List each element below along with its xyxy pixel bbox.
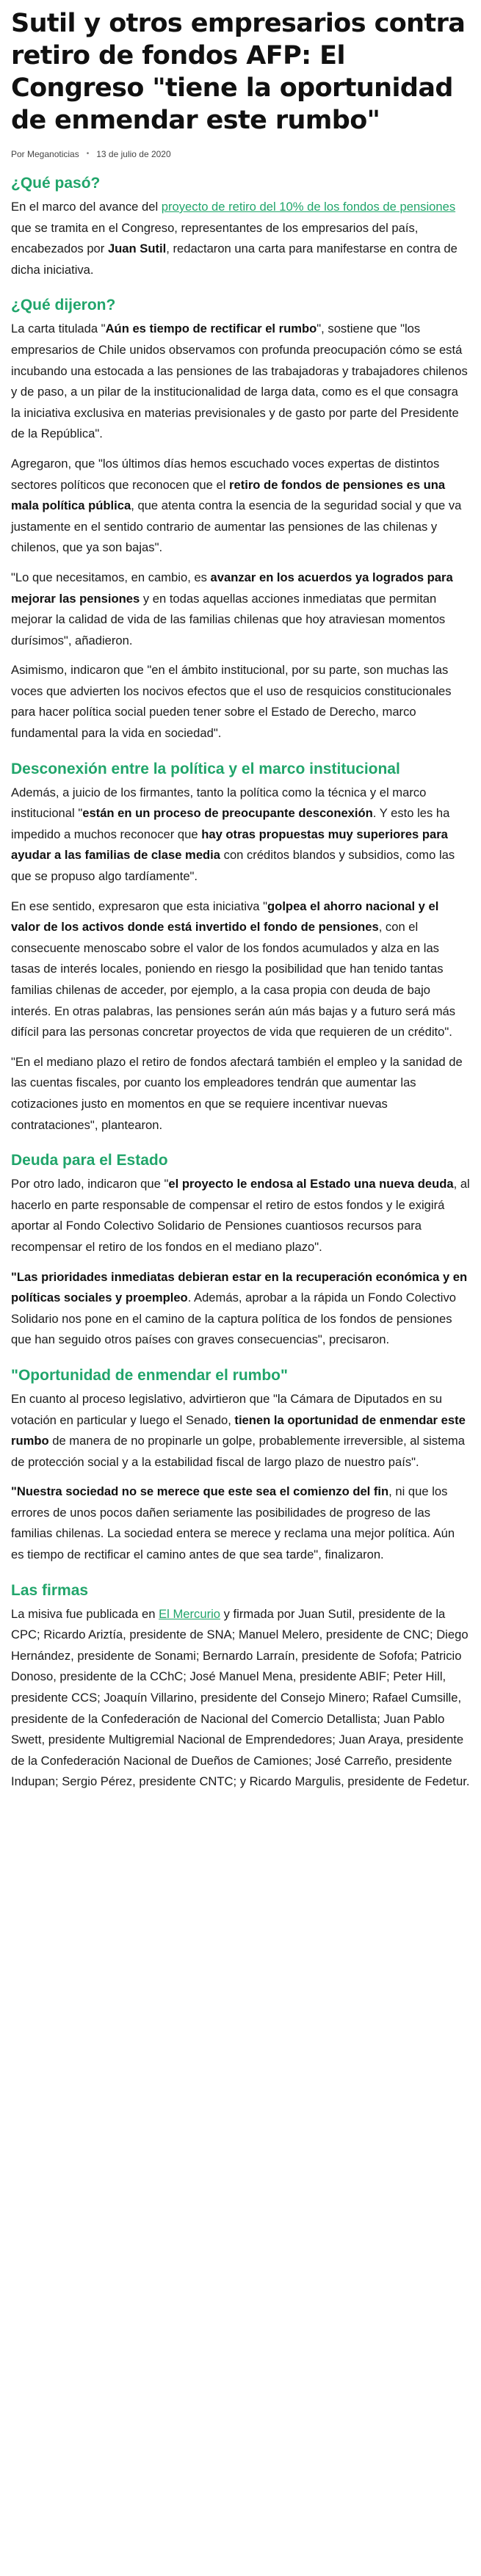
article-byline xyxy=(11,148,470,160)
paragraph: Además, a juicio de los firmantes, tanto la política como la técnica y el marco institucional "están en un proceso de preocupante desconexión. Y esto les ha impedido a muchos reconocer que hay otras propuestas muy superiores para ayudar a las familias de clase media con créditos blandos y subsidios, como las que se propuso algo tardíamente". xyxy=(11,785,455,884)
byline-author: Por Meganoticias xyxy=(11,149,79,159)
section-title-desconexion: Desconexión entre la política y el marco institucional xyxy=(11,760,400,777)
section-title-firmas: Las firmas xyxy=(11,1581,89,1599)
paragraph: En ese sentido, expresaron que esta iniciativa "golpea el ahorro nacional y el valor de los activos donde está invertido el fondo de pensiones, con el consecuente menoscabo sobre el valor de los fondos acumulados y alza en las tasas de interés locales, poniendo en riesgo la posibilidad que han tenido tantas familias chilenas de acceder, por ejemplo, a la casa propia con deuda de bajo interés. En otras palabras, las pensiones serán aún más bajas y a futuro será más difícil para las personas concretar proyectos de vida que requieren de un crédito". xyxy=(11,899,456,1040)
paragraph: Asimismo, indicaron que "en el ámbito institucional, por su parte, son muchas las voces que advierten los nocivos efectos que el uso de resquicios constitucionales para hacer política social pueden tener sobre el Estado de Derecho, marco fundamental para la vida en sociedad". xyxy=(11,663,452,741)
paragraph: La carta titulada "Aún es tiempo de rectificar el rumbo", sostiene que "los empresarios de Chile unidos observamos con profunda preocupación cómo se está incubando una estocada a las pensiones de las trabajadoras y trabajadores chilenos y de paso, a un pilar de la institucionalidad de larga data, como es el que consagra la iniciativa exclusiva en materias previsionales y de gasto por parte del Presidente de la República". xyxy=(11,322,468,441)
link-el-mercurio[interactable]: El Mercurio xyxy=(159,1606,221,1621)
section-title-que-dijeron: ¿Qué dijeron? xyxy=(11,297,116,314)
paragraph: La misiva fue publicada en El Mercurio y firmada por Juan Sutil, presidente de la CPC; Ricardo Ariztía, presidente de SNA; Manuel Melero, presidente de CNC; Diego Hernández, presidente de Sonami; Bernardo Larraín, presidente de Sofofa; Patricio Donoso, presidente de la CChC; José Manuel Mena, presidente ABIF; Peter Hill, presidente CCS; Joaquín Villarino, presidente del Consejo Minero; Rafael Cumsille, presidente de la Confederación de Nacional del Comercio Detallista; Juan Pablo Swett, presidente Multigremial Nacional de Emprendedores; Juan Araya, presidente de la Confederación Nacional de Dueños de Camiones; José Carreño, presidente Indupan; Sergio Pérez, presidente CNTC; y Ricardo Margulis, presidente de Fedetur. xyxy=(11,1606,470,1789)
paragraph: Por otro lado, indicaron que "el proyecto le endosa al Estado una nueva deuda, al hacerlo en parte responsable de compensar el retiro de estos fondos y le exigirá aportar al Fondo Colectivo Solidario de Pensiones cuantiosos recursos para recompensar el retiro de los fondos en el mediano plazo". xyxy=(11,1177,470,1254)
paragraph: "Lo que necesitamos, en cambio, es avanzar en los acuerdos ya logrados para mejorar las pensiones y en todas aquellas acciones inmediatas que permitan mejorar la calidad de vida de las familias chilenas que hoy atraviesan momentos durísimos", añadieron. xyxy=(11,570,453,647)
paragraph: Agregaron, que "los últimos días hemos escuchado voces expertas de distintos sectores políticos que reconocen que el retiro de fondos de pensiones es una mala política pública, que atenta contra la esencia de la seguridad social y que va justamente en el sentido contrario de aumentar las pensiones de las chilenas y chilenos, que ya son bajas". xyxy=(11,456,462,555)
paragraph: En el marco del avance del proyecto de retiro del 10% de los fondos de pensiones que se tramita en el Congreso, representantes de los empresarios del país, encabezados por Juan Sutil, redactaron una carta para manifestarse en contra de dicha iniciativa. xyxy=(11,200,458,277)
byline-date: 13 de julio de 2020 xyxy=(96,149,171,159)
paragraph: "En el mediano plazo el retiro de fondos afectará también el empleo y la sanidad de las cuentas fiscales, por cuanto los empleadores tendrán que aumentar las cotizaciones justo en momentos en que se requiere incentivar nuevas contrataciones", plantearon. xyxy=(11,1054,463,1132)
paragraph: "Las prioridades inmediatas debieran estar en la recuperación económica y en políticas sociales y proempleo. Además, aprobar a la rápida un Fondo Colectivo Solidario nos pone en el camino de la captura política de los fondos de pensiones que han seguido otros países con graves consecuencias", precisaron. xyxy=(11,1269,468,1347)
byline-separator: • xyxy=(86,150,90,158)
paragraph: "Nuestra sociedad no se merece que este sea el comienzo del fin, ni que los errores de unos pocos dañen seriamente las posibilidades de progreso de las familias chilenas. La sociedad entera se merece y reclama una mejor política. Aún es tiempo de rectificar el camino antes de que sea tarde", finalizaron. xyxy=(11,1484,455,1562)
article-headline: Sutil y otros empresarios contra retiro de fondos AFP: El Congreso "tiene la oportunidad de enmendar este rumbo" xyxy=(11,9,466,135)
paragraph: En cuanto al proceso legislativo, advirtieron que "la Cámara de Diputados en su votación en particular y luego el Senado, tienen la oportunidad de enmendar este rumbo de manera de no propinarle un golpe, probablemente irreversible, al sistema de protección social y a la estabilidad fiscal de largo plazo de nuestro país". xyxy=(11,1391,466,1469)
section-title-que-paso: ¿Qué pasó? xyxy=(11,175,101,192)
section-title-oportunidad: "Oportunidad de enmendar el rumbo" xyxy=(11,1366,288,1384)
section-title-deuda: Deuda para el Estado xyxy=(11,1152,168,1169)
link-proyecto-retiro[interactable]: proyecto de retiro del 10% de los fondos de pensiones xyxy=(161,200,456,214)
article xyxy=(11,0,470,1824)
